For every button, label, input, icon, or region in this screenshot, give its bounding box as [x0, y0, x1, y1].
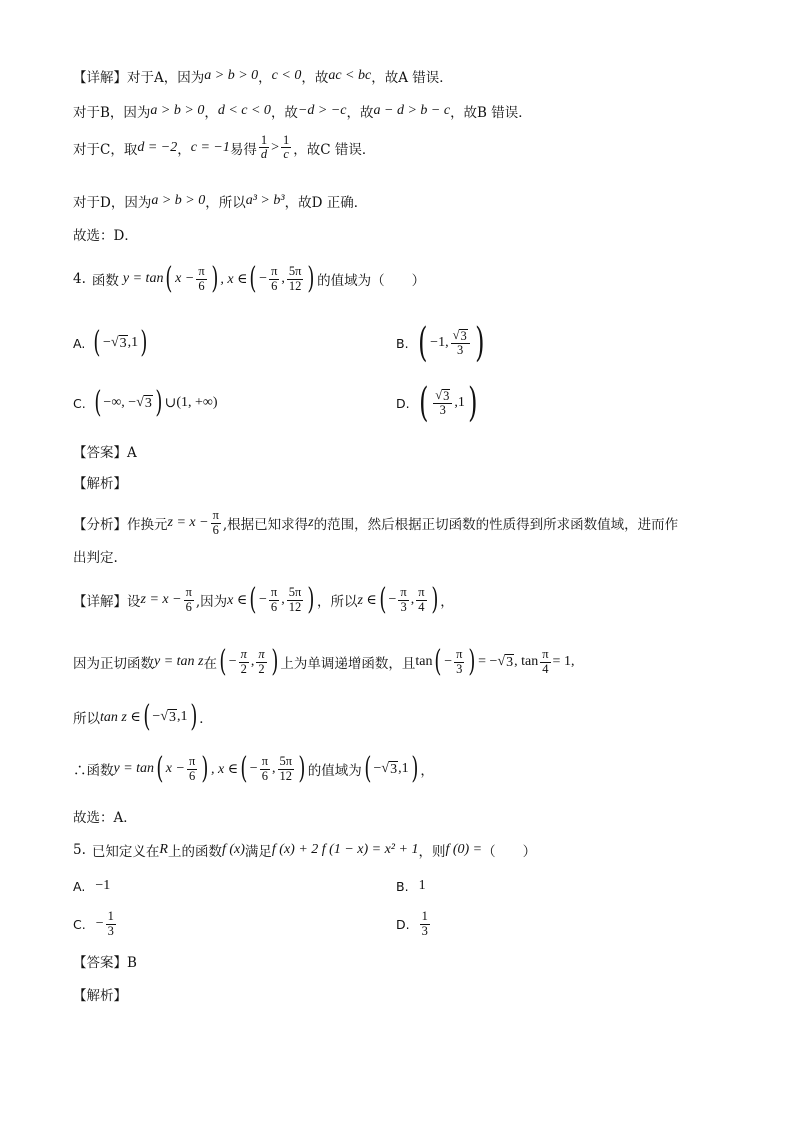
option-5c: C. − $\frac{1}{3}$ — [73, 909, 114, 938]
fraction: $\frac{\pi}{3}$ — [400, 585, 407, 614]
fraction: $\frac{\pi}{6}$ — [198, 264, 205, 293]
fraction: $\frac{\pi}{4}$ — [542, 647, 549, 676]
detail-line-a: 【详解】对于A，因为 a > b > 0 ， c < 0 ，故 ac < bc ，故A 错误． — [73, 68, 453, 86]
detail-line-b: 对于B，因为 a > b > 0 ， d < c < 0 ，故 −d > −c ，故 a − d > b − c ，故B 错误． — [73, 103, 532, 121]
fraction: $\frac{\pi}{6}$ — [261, 754, 268, 783]
fraction: √ 3 3 — [433, 389, 452, 417]
question-5: 5. 已知定义在 R 上的函数 f (x) 满足 f (x) + 2 f (1 − x) = x² + 1 ，则 f (0) = （ ） — [73, 842, 537, 860]
detail-4-line-1: 【详解】设 z = x − $\frac{\pi}{6}$ ,因为 x ∈ ( − $\frac{\pi}{6}$ , $\frac{5\pi}{12}$ ) ，所以 z ∈ ( − $\frac{\pi}{3}$ , $\frac{\pi}{4}$ ) ， — [73, 582, 454, 617]
fraction: $\frac{1}{c}$ — [283, 133, 290, 162]
analysis-4-line-1: 【分析】作换元 z = x − $\frac{\pi}{6}$ ,根据已知求得 z 的范围，然后根据正切函数的性质得到所求函数值域，进而作 — [73, 508, 679, 537]
detail-4-line-4: ∴函数 y = tan ( x − $\frac{\pi}{6}$ ) , x ∈ ( − $\frac{\pi}{6}$ , $\frac{5\pi}{12}$ ) 的值域为 ( − √ 3 ,1 ) ， — [73, 751, 434, 786]
sqrt: √ 3 — [136, 395, 152, 411]
sqrt: √ 3 — [110, 335, 127, 351]
option-5b: B. 1 — [396, 878, 426, 894]
option-5a: A. −1 — [73, 878, 111, 894]
fraction: $\frac{\pi}{6}$ — [185, 585, 192, 614]
sqrt: √ 3 — [497, 654, 514, 670]
fraction: $\frac{5\pi}{12}$ — [288, 585, 302, 614]
answer-5: 【答案】B — [73, 955, 137, 971]
answer-4: 【答案】A — [73, 445, 137, 461]
choice-d-line: 故选：D． — [73, 228, 138, 244]
fraction: $\frac{\pi}{6}$ — [212, 508, 219, 537]
detail-line-d: 对于D，因为 a > b > 0 ，所以 a³ > b³ ，故D 正确． — [73, 193, 368, 211]
fraction: $\frac{\pi}{6}$ — [188, 754, 196, 783]
detail-4-line-3: 所以 tan z ∈ ( − √ 3 ,1 ) ． — [73, 699, 213, 734]
option-5d: D. $\frac{1}{3}$ — [396, 909, 428, 938]
option-4a: A. ( − √ 3 ,1 ) — [73, 325, 148, 360]
question-4: 4. 函数 y = tan ( x − $\frac{\pi}{6}$ ) , x ∈ ( − $\frac{\pi}{6}$ , $\frac{5\pi}{12}$ ) 的值域为（ ） — [73, 261, 426, 296]
fraction: $\frac{\pi}{2}$ — [258, 647, 265, 676]
analysis-4-heading: 【解析】 — [73, 476, 127, 492]
option-4b: B. ( −1, √ 3 3 ) — [396, 320, 485, 366]
sqrt: √ 3 — [381, 761, 398, 777]
fraction: $\frac{\pi}{4}$ — [418, 585, 425, 614]
detail-4-line-2: 因为正切函数 y = tan z 在 ( − $\frac{\pi}{2}$ , $\frac{\pi}{2}$ ) 上为单调递增函数，且 tan ( − $\frac{\pi}{3}$ ) = − √ 3 , tan $\frac{\pi}{4}$ = 1, — [73, 644, 575, 679]
fraction: $\frac{\pi}{3}$ — [456, 647, 463, 676]
sqrt: √ 3 — [160, 709, 177, 725]
fraction: $\frac{\pi}{6}$ — [270, 585, 278, 614]
fraction: $\frac{5\pi}{12}$ — [279, 754, 293, 783]
fraction: √ 3 3 — [451, 329, 470, 357]
fraction: $\frac{1}{d}$ — [260, 133, 268, 162]
fraction: $\frac{1}{3}$ — [421, 909, 428, 938]
option-4d: D. ( √ 3 3 ,1 ) — [396, 380, 478, 426]
analysis-4-line-2: 出判定. — [73, 550, 118, 566]
analysis-5-heading: 【解析】 — [73, 988, 127, 1004]
detail-line-c: 对于C，取 d = −2 ， c = −1 易得 $\frac{1}{d}$ > $\frac{1}{c}$ ，故C 错误． — [73, 133, 376, 162]
fraction: $\frac{5\pi}{12}$ — [288, 264, 302, 293]
option-4c: C. ( −∞, − √ 3 ) ∪ (1, +∞) — [73, 385, 218, 420]
choice-a-line: 故选：A． — [73, 810, 137, 826]
fraction: $\frac{1}{3}$ — [107, 909, 114, 938]
fraction: $\frac{\pi}{2}$ — [240, 647, 247, 676]
fraction: $\frac{\pi}{6}$ — [271, 264, 278, 293]
